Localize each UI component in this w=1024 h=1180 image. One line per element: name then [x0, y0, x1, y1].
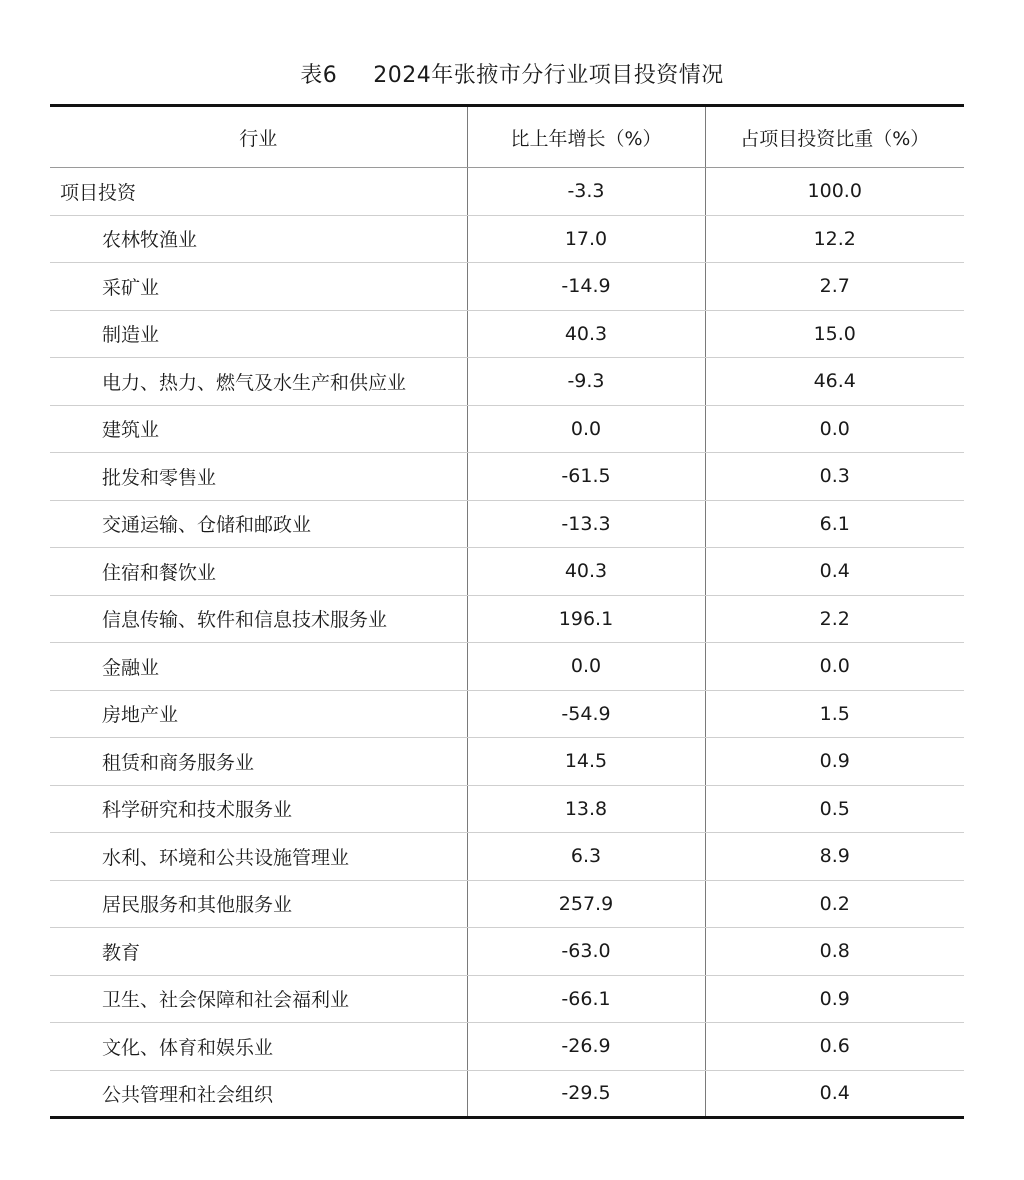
share-cell: 0.9 — [705, 738, 964, 786]
table-row — [50, 833, 964, 881]
share-cell: 0.6 — [705, 1023, 964, 1071]
growth-cell: 14.5 — [467, 738, 705, 786]
share-cell: 2.7 — [705, 263, 964, 311]
growth-cell: 196.1 — [467, 595, 705, 643]
growth-cell: -29.5 — [467, 1070, 705, 1118]
growth-cell: -61.5 — [467, 453, 705, 501]
share-cell: 8.9 — [705, 833, 964, 881]
table-row — [50, 1070, 964, 1118]
table-row — [50, 928, 964, 976]
growth-cell: 17.0 — [467, 215, 705, 263]
table-row — [50, 405, 964, 453]
share-cell: 0.4 — [705, 548, 964, 596]
share-cell: 100.0 — [705, 168, 964, 216]
table-row — [50, 690, 964, 738]
growth-cell: -3.3 — [467, 168, 705, 216]
header-growth: 比上年增长（%） — [467, 106, 705, 168]
industry-cell: 农林牧渔业 — [50, 215, 467, 263]
industry-cell: 制造业 — [50, 310, 467, 358]
industry-cell: 项目投资 — [50, 168, 467, 216]
table-row — [50, 263, 964, 311]
table-title-text: 2024年张掖市分行业项目投资情况 — [373, 63, 724, 88]
industry-cell: 房地产业 — [50, 690, 467, 738]
table-row — [50, 643, 964, 691]
industry-cell: 公共管理和社会组织 — [102, 1083, 274, 1106]
industry-cell: 电力、热力、燃气及水生产和供应业 — [50, 358, 467, 406]
industry-cell: 教育 — [50, 928, 467, 976]
industry-cell: 建筑业 — [50, 405, 467, 453]
growth-cell: -66.1 — [467, 975, 705, 1023]
industry-cell: 文化、体育和娱乐业 — [50, 1023, 467, 1071]
growth-cell: 13.8 — [467, 785, 705, 833]
table-row — [50, 975, 964, 1023]
share-cell: 2.2 — [705, 595, 964, 643]
growth-cell: -26.9 — [467, 1023, 705, 1071]
industry-cell: 批发和零售业 — [50, 453, 467, 501]
growth-cell: 6.3 — [467, 833, 705, 881]
share-cell: 15.0 — [705, 310, 964, 358]
growth-cell: 0.0 — [467, 643, 705, 691]
industry-cell: 住宿和餐饮业 — [50, 548, 467, 596]
table-row — [50, 785, 964, 833]
table-row — [50, 1023, 964, 1071]
share-cell: 0.8 — [705, 928, 964, 976]
header-industry: 行业 — [50, 106, 467, 168]
industry-cell: 金融业 — [50, 643, 467, 691]
share-cell: 0.4 — [705, 1070, 964, 1118]
growth-cell: 40.3 — [467, 310, 705, 358]
share-cell: 0.0 — [705, 405, 964, 453]
share-cell: 0.9 — [705, 975, 964, 1023]
share-cell: 0.3 — [705, 453, 964, 501]
table-row — [50, 500, 964, 548]
share-cell: 0.0 — [705, 643, 964, 691]
table-number: 表6 — [300, 63, 338, 88]
industry-cell: 科学研究和技术服务业 — [50, 785, 467, 833]
table-row — [50, 548, 964, 596]
growth-cell: -9.3 — [467, 358, 705, 406]
industry-cell: 水利、环境和公共设施管理业 — [50, 833, 467, 881]
share-cell: 46.4 — [705, 358, 964, 406]
share-cell: 0.2 — [705, 880, 964, 928]
industry-cell: 居民服务和其他服务业 — [50, 880, 467, 928]
share-cell: 12.2 — [705, 215, 964, 263]
table-row — [50, 453, 964, 501]
industry-cell: 交通运输、仓储和邮政业 — [50, 500, 467, 548]
industry-cell: 租赁和商务服务业 — [50, 738, 467, 786]
header-row — [50, 106, 964, 168]
table-row — [50, 880, 964, 928]
growth-cell: 40.3 — [467, 548, 705, 596]
growth-cell: -14.9 — [467, 263, 705, 311]
growth-cell: 257.9 — [467, 880, 705, 928]
table-row — [50, 168, 964, 216]
share-cell: 1.5 — [705, 690, 964, 738]
growth-cell: -54.9 — [467, 690, 705, 738]
growth-cell: -63.0 — [467, 928, 705, 976]
table-row — [50, 595, 964, 643]
investment-table — [50, 104, 964, 1119]
table-title — [0, 58, 1024, 89]
growth-cell: -13.3 — [467, 500, 705, 548]
header-share: 占项目投资比重（%） — [705, 106, 964, 168]
industry-cell: 卫生、社会保障和社会福利业 — [50, 975, 467, 1023]
industry-cell: 信息传输、软件和信息技术服务业 — [50, 595, 467, 643]
table-row — [50, 310, 964, 358]
growth-cell: 0.0 — [467, 405, 705, 453]
share-cell: 0.5 — [705, 785, 964, 833]
table-body — [50, 168, 964, 1118]
table-row — [50, 358, 964, 406]
table-row — [50, 738, 964, 786]
share-cell: 6.1 — [705, 500, 964, 548]
table-row — [50, 215, 964, 263]
industry-cell: 采矿业 — [50, 263, 467, 311]
